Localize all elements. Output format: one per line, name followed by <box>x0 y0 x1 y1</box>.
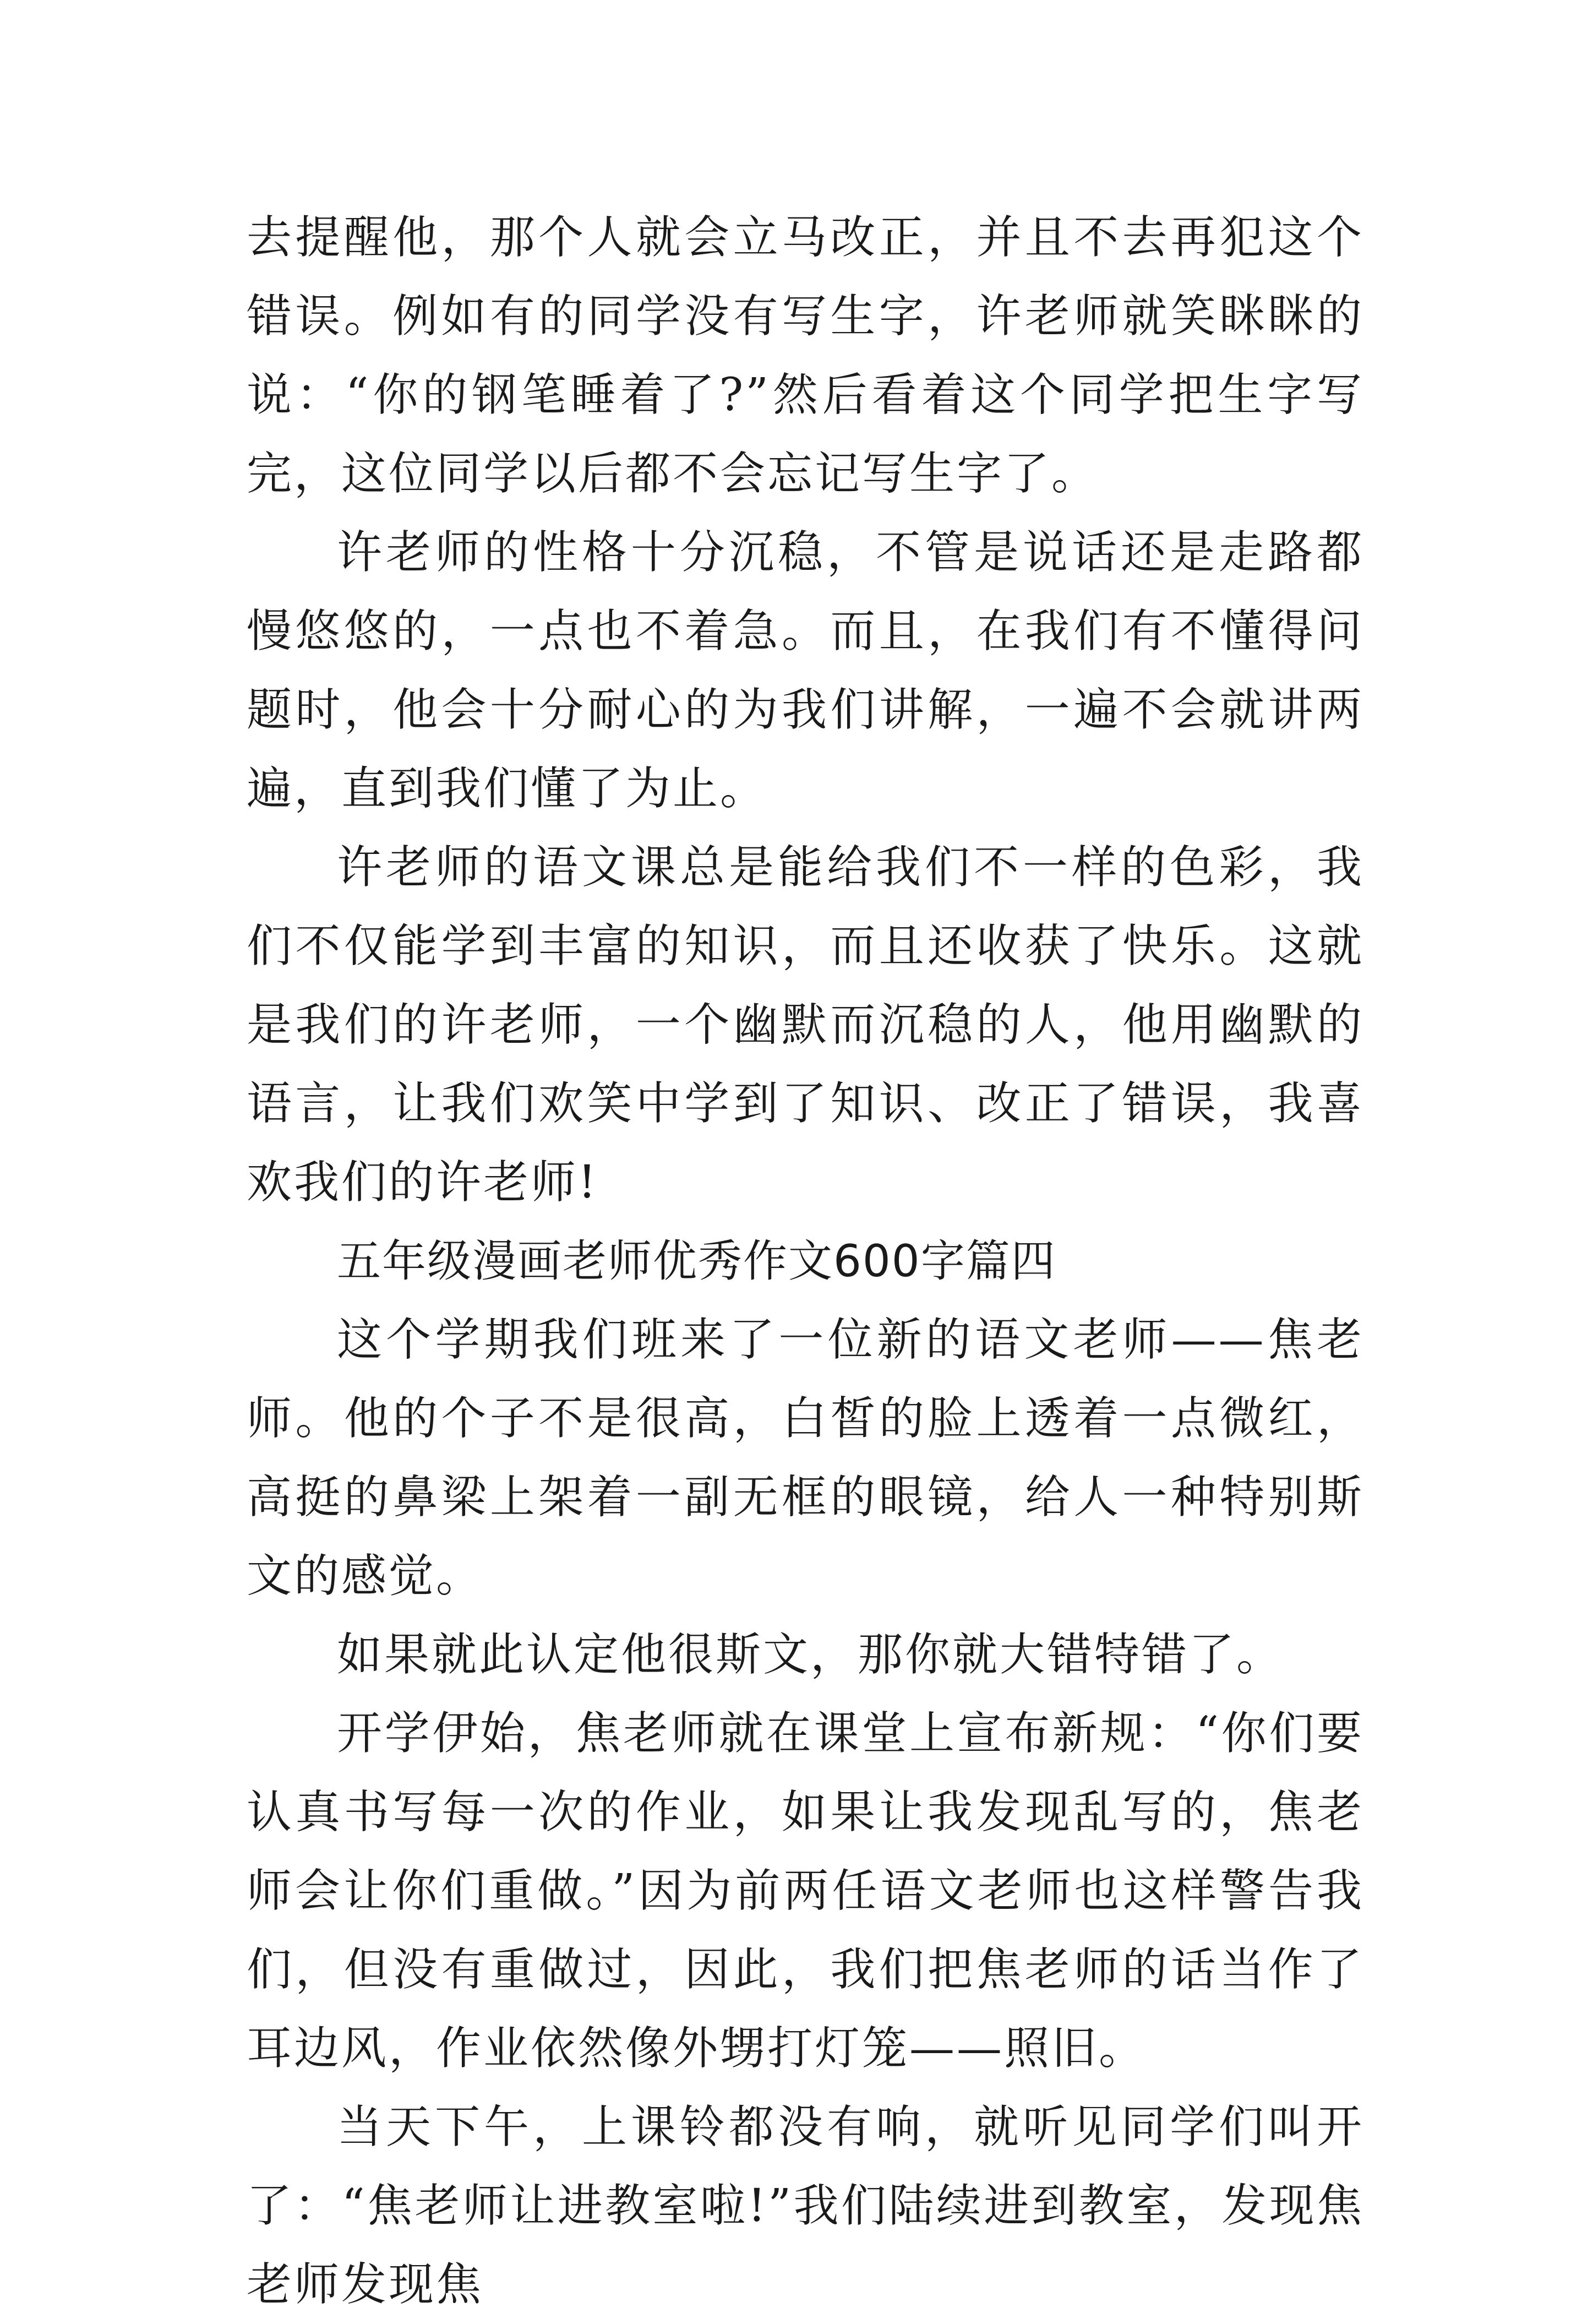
paragraph: 许老师的性格十分沉稳，不管是说话还是走路都慢悠悠的，一点也不着急。而且，在我们有不懂得问题时，他会十分耐心的为我们讲解，一遍不会就讲两遍，直到我们懂了为止。 <box>247 526 1364 815</box>
paragraph: 当天下午，上课铃都没有响，就听见同学们叫开了：“焦老师让进教室啦!”我们陆续进到教室，发现焦老师发现焦 <box>247 2101 1364 2311</box>
paragraph: 这个学期我们班来了一位新的语文老师——焦老师。他的个子不是很高，白皙的脸上透着一点微红，高挺的鼻梁上架着一副无框的眼镜，给人一种特别斯文的感觉。 <box>247 1314 1364 1602</box>
paragraph: 如果就此认定他很斯文，那你就大错特错了。 <box>337 1629 1284 1681</box>
section-heading: 五年级漫画老师优秀作文600字篇四 <box>337 1236 1056 1287</box>
paragraph: 开学伊始，焦老师就在课堂上宣布新规：“你们要认真书写每一次的作业，如果让我发现乱写的，焦老师会让你们重做。”因为前两任语文老师也这样警告我们，但没有重做过，因此，我们把焦老师的话当作了耳边风，作业依然像外甥打灯笼——照旧。 <box>247 1707 1364 2075</box>
document-body <box>247 198 1364 2324</box>
paragraph-continuation: 去提醒他，那个人就会立马改正，并且不去再犯这个错误。例如有的同学没有写生字，许老师就笑眯眯的说：“你的钢笔睡着了?”然后看着这个同学把生字写完，这位同学以后都不会忘记写生字了。 <box>247 211 1364 500</box>
paragraph: 许老师的语文课总是能给我们不一样的色彩，我们不仅能学到丰富的知识，而且还收获了快乐。这就是我们的许老师，一个幽默而沉稳的人，他用幽默的语言，让我们欢笑中学到了知识、改正了错误，我喜欢我们的许老师! <box>247 841 1364 1209</box>
